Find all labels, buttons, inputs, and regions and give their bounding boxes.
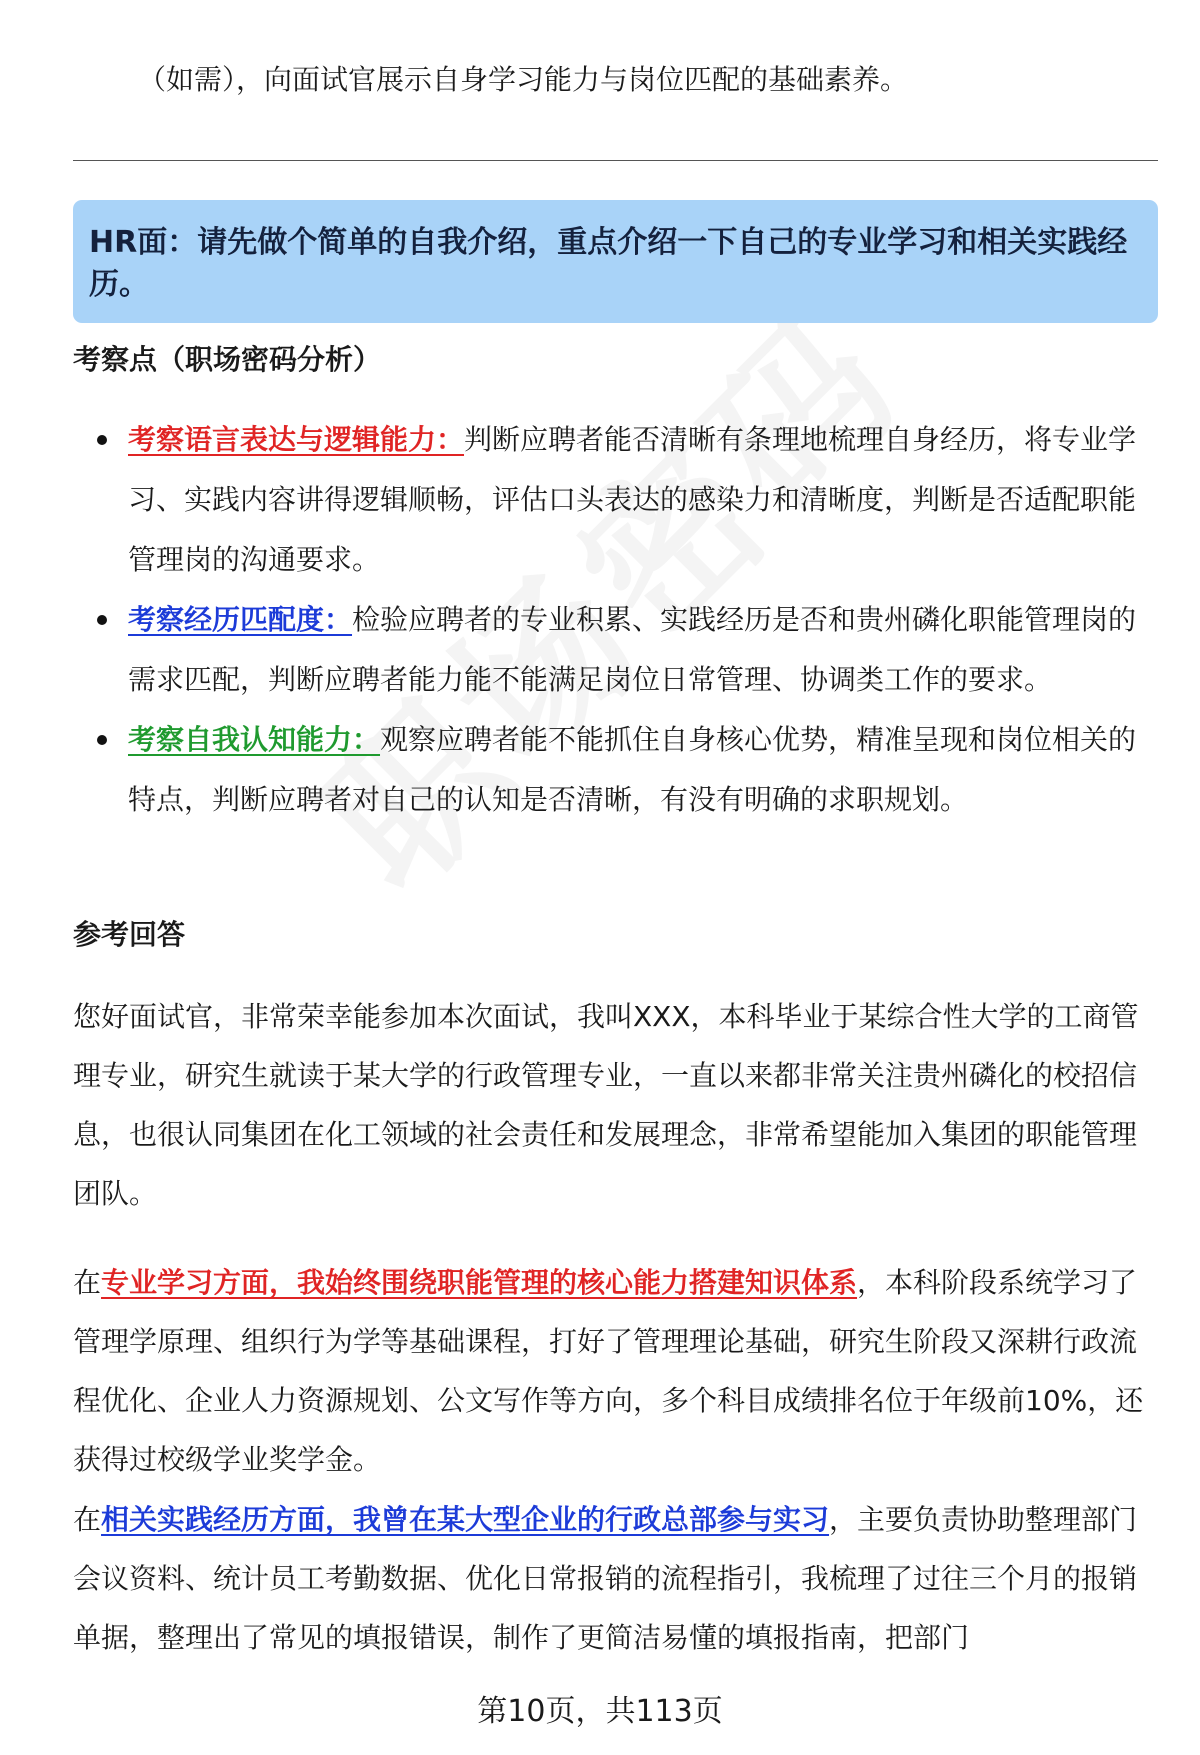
practice-paragraph [73, 1490, 1158, 1667]
answer-heading: 参考回答 [73, 918, 186, 951]
divider [73, 160, 1158, 161]
analysis-item-text: 观察应聘者能不能抓住自身核心优势，精准呈现和岗位相关的特点，判断应聘者对自己的认知是否清晰，有没有明确的求职规划。 [128, 723, 1137, 816]
page-footer: 第10页，共113页 [477, 1694, 723, 1729]
bullet-dot-icon [97, 735, 107, 745]
analysis-item-label: 考察经历匹配度： [128, 603, 353, 636]
analysis-item-label: 考察自我认知能力： [128, 723, 381, 756]
study-paragraph [73, 1253, 1158, 1489]
practice-highlight: 相关实践经历方面，我曾在某大型企业的行政总部参与实习 [101, 1503, 830, 1536]
analysis-item-label: 考察语言表达与逻辑能力： [128, 423, 465, 456]
practice-prefix: 在 [73, 1503, 102, 1536]
practice-text: ，主要负责协助整理部门会议资料、统计员工考勤数据、优化日常报销的流程指引，我梳理了过往三个月的报销单据，整理出了常见的填报错误，制作了更简洁易懂的填报指南，把部门 [73, 1503, 1138, 1654]
study-prefix: 在 [73, 1266, 102, 1299]
study-highlight: 专业学习方面，我始终围绕职能管理的核心能力搭建知识体系 [101, 1266, 858, 1299]
answer-intro-paragraph: 您好面试官，非常荣幸能参加本次面试，我叫XXX，本科毕业于某综合性大学的工商管理专业，研究生就读于某大学的行政管理专业，一直以来都非常关注贵州磷化的校招信息，也很认同集团在化工领域的社会责任和发展理念，非常希望能加入集团的职能管理团队。 [73, 1000, 1139, 1210]
analysis-item-text: 判断应聘者能否清晰有条理地梳理自身经历，将专业学习、实践内容讲得逻辑顺畅，评估口头表达的感染力和清晰度，判断是否适配职能管理岗的沟通要求。 [128, 423, 1137, 576]
analysis-item [73, 590, 1158, 710]
analysis-item [73, 710, 1158, 830]
study-text: ，本科阶段系统学习了管理学原理、组织行为学等基础课程，打好了管理理论基础，研究生阶段又深耕行政流程优化、企业人力资源规划、公文写作等方向，多个科目成绩排名位于年级前10%，还获得过校级学业奖学金。 [73, 1266, 1144, 1476]
analysis-item-text: 检验应聘者的专业积累、实践经历是否和贵州磷化职能管理岗的需求匹配，判断应聘者能力能不能满足岗位日常管理、协调类工作的要求。 [128, 603, 1137, 696]
intro-line: （如需），向面试官展示自身学习能力与岗位匹配的基础素养。 [138, 63, 909, 96]
hr-question-box: HR面：请先做个简单的自我介绍，重点介绍一下自己的专业学习和相关实践经历。 [73, 200, 1158, 323]
analysis-item [73, 410, 1158, 590]
bullet-dot-icon [97, 615, 107, 625]
analysis-list [73, 410, 1158, 830]
bullet-dot-icon [97, 435, 107, 445]
analysis-heading: 考察点（职场密码分析） [73, 343, 382, 376]
